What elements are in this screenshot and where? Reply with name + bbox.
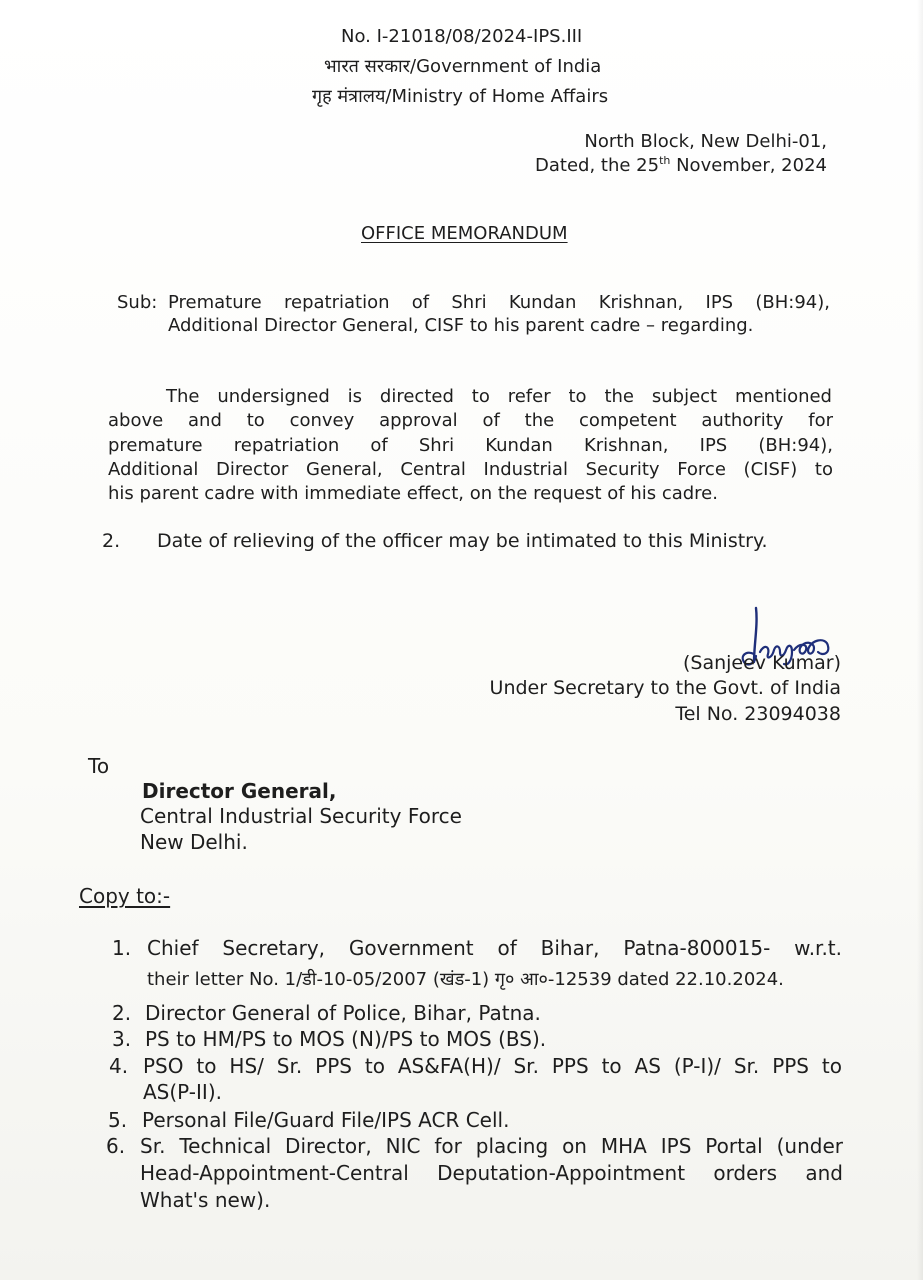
copy-item-3-number: 3.	[112, 1027, 132, 1051]
ministry-name: गृह मंत्रालय/Ministry of Home Affairs	[312, 86, 609, 107]
para1-line-4: Additional Director General, Central Industrial Security Force (CISF) to	[108, 459, 833, 480]
scan-edge-shadow	[917, 0, 923, 1280]
copy-item-4-line-1: PSO to HS/ Sr. PPS to AS&FA(H)/ Sr. PPS to AS (P-I)/ Sr. PPS to	[143, 1054, 842, 1078]
copy-item-6-number: 6.	[106, 1134, 126, 1158]
para1-line-3: premature repatriation of Shri Kundan Krishnan, IPS (BH:94),	[108, 435, 833, 456]
subject-line-1: Premature repatriation of Shri Kundan Krishnan, IPS (BH:94),	[168, 292, 830, 313]
signatory-name: (Sanjeev Kumar)	[682, 652, 841, 674]
memo-title: OFFICE MEMORANDUM	[361, 223, 568, 244]
government-name: भारत सरकार/Government of India	[324, 56, 602, 77]
copy-item-3-text: PS to HM/PS to MOS (N)/PS to MOS (BS).	[145, 1027, 547, 1051]
para2-text: Date of relieving of the officer may be intimated to this Ministry.	[157, 530, 768, 552]
copy-item-6-line-3: What's new).	[140, 1188, 271, 1212]
address-line: North Block, New Delhi-01,	[584, 131, 827, 152]
signatory-telephone: Tel No. 23094038	[675, 703, 841, 725]
copy-item-1-line-2: their letter No. 1/डी-10-05/2007 (खंड-1) गृ० आ०-12539 dated 22.10.2024.	[147, 969, 784, 990]
copy-item-6-line-1: Sr. Technical Director, NIC for placing on MHA IPS Portal (under	[140, 1134, 843, 1158]
copy-item-4-line-2: AS(P-II).	[143, 1080, 222, 1104]
copy-item-2-text: Director General of Police, Bihar, Patna.	[145, 1001, 541, 1025]
addressee-city: New Delhi.	[140, 830, 248, 854]
para1-line-5: his parent cadre with immediate effect, on the request of his cadre.	[108, 483, 718, 504]
copy-item-6-line-2: Head-Appointment-Central Deputation-Appointment orders and	[140, 1161, 843, 1185]
copy-to-heading: Copy to:-	[79, 884, 171, 908]
subject-line-2: Additional Director General, CISF to his parent cadre – regarding.	[168, 315, 754, 336]
para1-line-2: above and to convey approval of the competent authority for	[108, 410, 833, 431]
file-number: No. I-21018/08/2024-IPS.III	[341, 26, 583, 47]
addressee-organization: Central Industrial Security Force	[140, 804, 462, 828]
copy-item-1-number: 1.	[112, 936, 132, 960]
addressee-title: Director General,	[142, 779, 337, 803]
copy-item-5-text: Personal File/Guard File/IPS ACR Cell.	[142, 1108, 510, 1132]
signatory-designation: Under Secretary to the Govt. of India	[489, 677, 841, 699]
para2-number: 2.	[102, 530, 121, 552]
date-superscript: th	[659, 154, 671, 167]
date-suffix: November, 2024	[670, 155, 827, 176]
copy-item-1-line-1: Chief Secretary, Government of Bihar, Patna-800015- w.r.t.	[147, 936, 842, 960]
para1-line-1: The undersigned is directed to refer to the subject mentioned	[166, 386, 832, 407]
copy-item-4-number: 4.	[109, 1054, 129, 1078]
date-line	[535, 155, 827, 176]
to-label: To	[88, 754, 110, 778]
subject-label: Sub:	[117, 292, 158, 313]
date-prefix: Dated, the 25	[535, 155, 660, 176]
copy-item-5-number: 5.	[108, 1108, 128, 1132]
copy-item-2-number: 2.	[112, 1001, 132, 1025]
